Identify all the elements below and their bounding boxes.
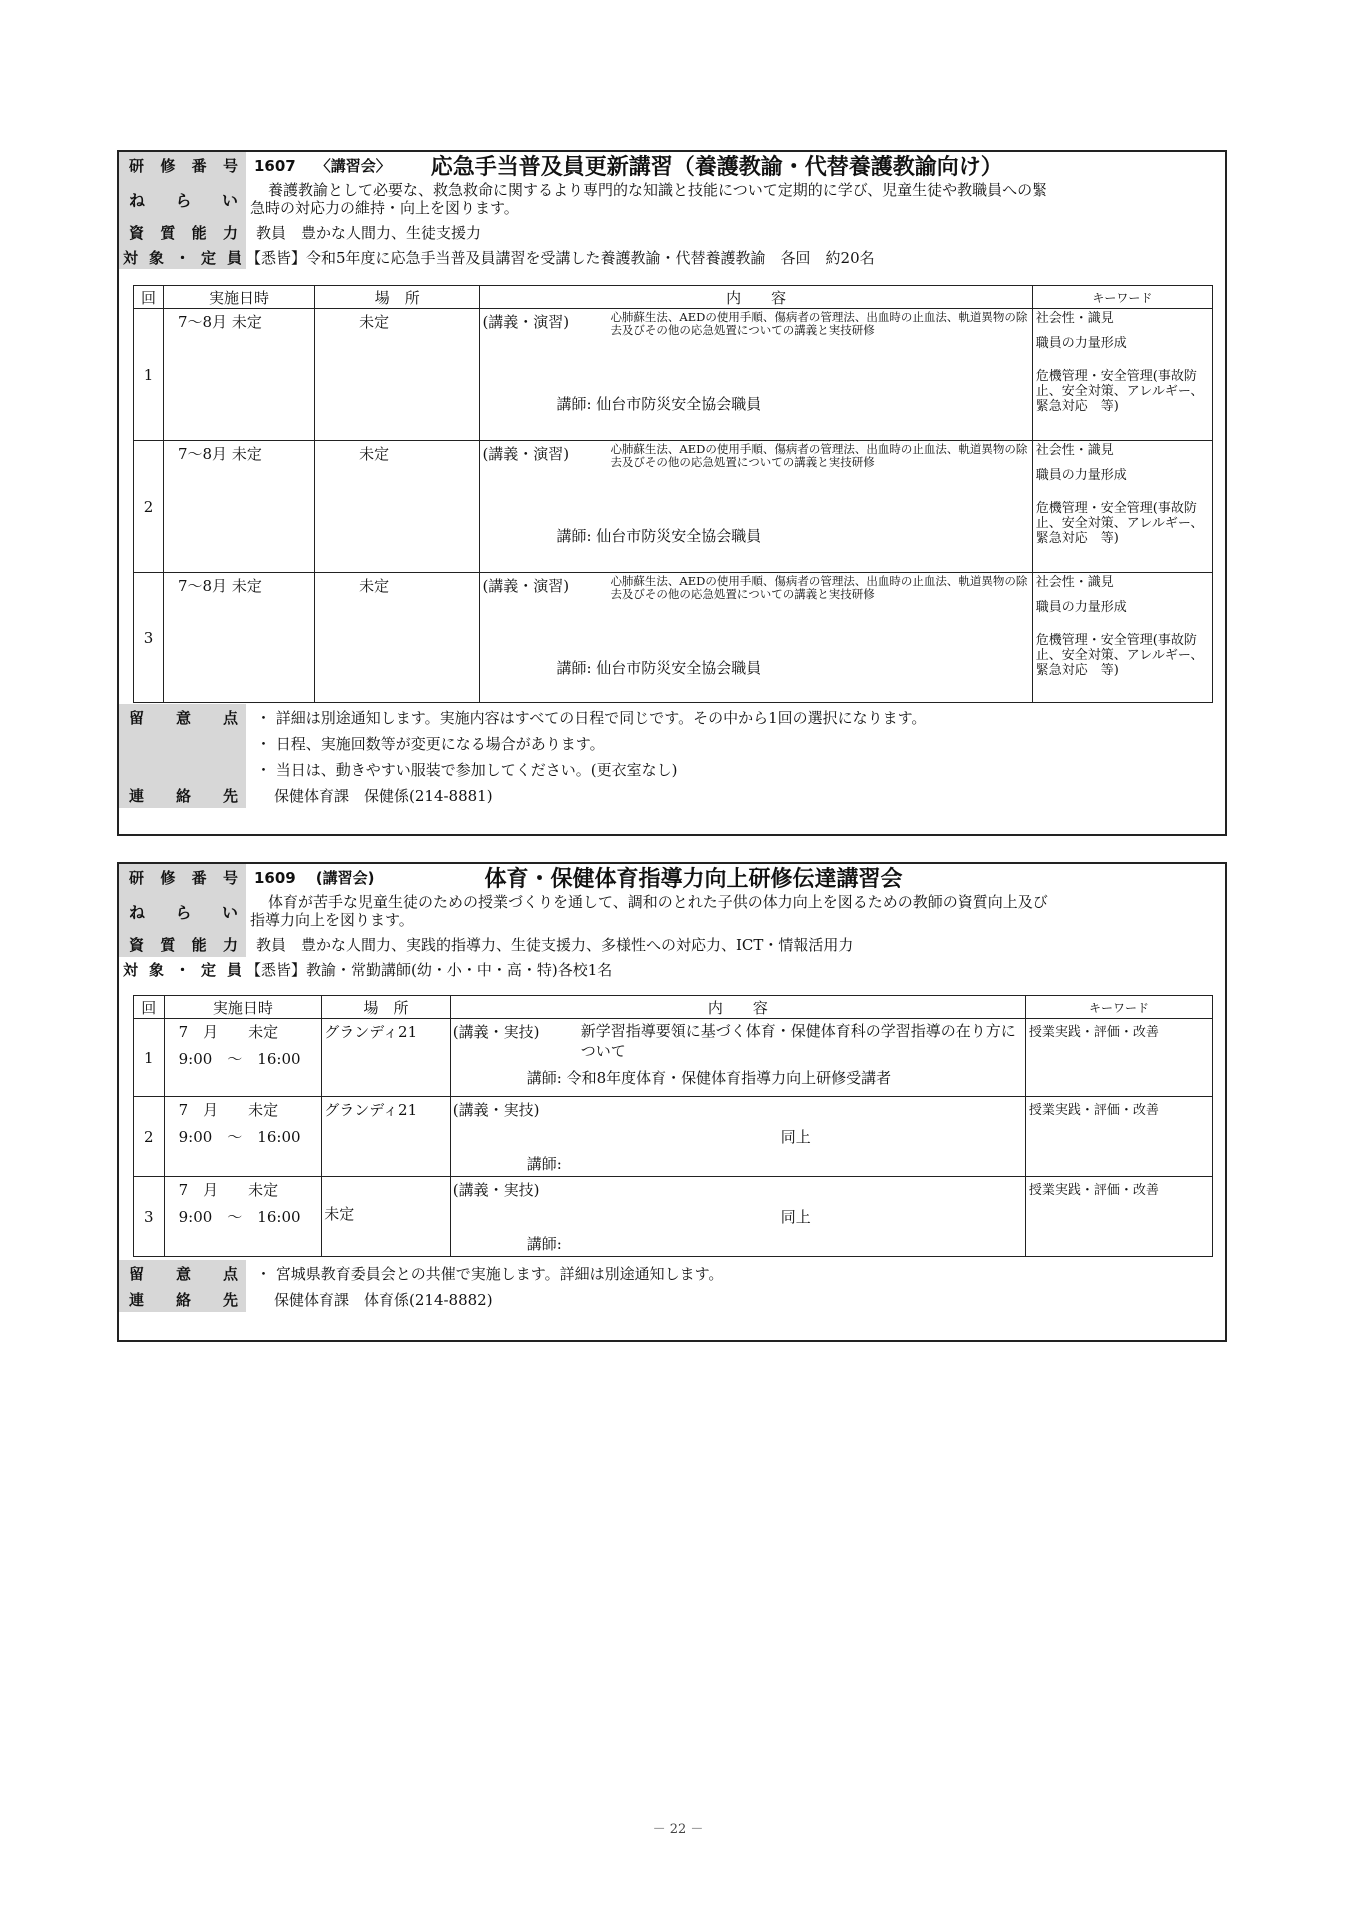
target-row [119, 957, 1225, 981]
table-row [134, 573, 1213, 703]
contact-label: 連 絡 先 [119, 782, 246, 808]
aim-row [119, 891, 1225, 931]
session-lecturer: 講師: [526, 1235, 562, 1253]
session-date: 7 月 未定 9:00 ～ 16:00 [164, 1019, 322, 1097]
course-title: 体育・保健体育指導力向上研修伝達講習会 [484, 867, 903, 892]
course-number: 1609 [254, 868, 296, 887]
session-content [450, 1097, 1025, 1177]
session-no: 1 [134, 309, 164, 441]
page-number: － 22 － [652, 1822, 704, 1837]
aim-label: ね ら い [119, 179, 246, 219]
table-header-row [134, 996, 1213, 1019]
session-no: 2 [134, 441, 164, 573]
aim-text: 体育が苦手な児童生徒のための授業づくりを通して、調和のとれた子供の体力向上を図るための教師の資質向上及び 指導力向上を図ります。 [250, 893, 1048, 929]
target-label: 対 象 ・ 定 員 [119, 245, 246, 269]
table-row [134, 309, 1213, 441]
session-keywords: 授業実践・評価・改善 [1025, 1019, 1212, 1097]
col-header-content: 内 容 [480, 286, 1032, 309]
session-date: 7～8月 未定 [163, 573, 314, 703]
col-header-place: 場 所 [315, 286, 480, 309]
notes-label-blank [119, 730, 246, 756]
col-header-date: 実施日時 [164, 996, 322, 1019]
session-no: 3 [134, 1177, 165, 1257]
session-description: 同上 [780, 1208, 811, 1226]
notes-row [119, 756, 1225, 782]
target-label: 対 象 ・ 定 員 [123, 960, 242, 979]
session-lecturer: 講師: 仙台市防災安全協会職員 [556, 659, 762, 677]
session-place: グランディ21 [322, 1097, 451, 1177]
session-description: 同上 [780, 1128, 811, 1146]
course-kind: (講習会) [315, 869, 375, 887]
schedule-table [133, 285, 1213, 703]
number-label: 研 修 番 号 [119, 152, 246, 179]
table-row [134, 1177, 1213, 1257]
ability-row [119, 219, 1225, 245]
session-method: (講義・実技) [452, 1181, 540, 1199]
note-item: ・ 詳細は別途通知します。実施内容はすべての日程で同じです。その中から1回の選択になります。 [256, 708, 927, 727]
table-row [134, 441, 1213, 573]
note-item: ・ 当日は、動きやすい服装で参加してください。(更衣室なし) [256, 760, 678, 779]
target-text: 【悉皆】教諭・常勤講師(幼・小・中・高・特)各校1名 [246, 960, 613, 979]
aim-label: ね ら い [119, 891, 246, 931]
ability-text: 教員 豊かな人間力、生徒支援力 [256, 223, 482, 242]
course-header [119, 864, 1225, 891]
course-header [119, 152, 1225, 179]
target-text: 【悉皆】令和5年度に応急手当普及員講習を受講した養護教諭・代替養護教諭 各回 約20名 [246, 248, 875, 267]
session-date: 7～8月 未定 [163, 309, 314, 441]
session-content [450, 1019, 1025, 1097]
notes-label-blank [119, 756, 246, 782]
col-header-content: 内 容 [450, 996, 1025, 1019]
notes-label: 留 意 点 [119, 1260, 246, 1286]
number-label: 研 修 番 号 [119, 864, 246, 891]
session-method: (講義・演習) [482, 313, 570, 331]
contact-label: 連 絡 先 [119, 1286, 246, 1312]
ability-label: 資 質 能 力 [119, 219, 246, 245]
notes-label: 留 意 点 [119, 704, 246, 730]
contact-row [119, 1286, 1225, 1312]
session-content [480, 441, 1032, 573]
ability-text: 教員 豊かな人間力、実践的指導力、生徒支援力、多様性への対応力、ICT・情報活用力 [256, 935, 854, 954]
session-no: 3 [134, 573, 164, 703]
session-description: 心肺蘇生法、AEDの使用手順、傷病者の管理法、出血時の止血法、軌道異物の除去及びその他の応急処置についての講義と実技研修 [610, 310, 1028, 337]
session-method: (講義・実技) [452, 1101, 540, 1119]
note-item: ・ 宮城県教育委員会との共催で実施します。詳細は別途通知します。 [256, 1264, 724, 1283]
col-header-place: 場 所 [322, 996, 451, 1019]
session-date: 7 月 未定 9:00 ～ 16:00 [164, 1177, 322, 1257]
session-keywords: 社会性・識見 職員の力量形成 危機管理・安全管理(事故防止、安全対策、アレルギー、緊急対応 等) [1032, 441, 1212, 573]
session-method: (講義・実技) [452, 1023, 540, 1041]
session-no: 1 [134, 1019, 165, 1097]
session-date: 7～8月 未定 [163, 441, 314, 573]
course-card-1607 [117, 150, 1227, 836]
col-header-keyword: キーワード [1032, 286, 1212, 309]
session-lecturer: 講師: 仙台市防災安全協会職員 [556, 395, 762, 413]
session-content [450, 1177, 1025, 1257]
session-method: (講義・演習) [482, 577, 570, 595]
session-keywords: 社会性・識見 職員の力量形成 危機管理・安全管理(事故防止、安全対策、アレルギー、緊急対応 等) [1032, 573, 1212, 703]
table-row [134, 1097, 1213, 1177]
session-description: 新学習指導要領に基づく体育・保健体育科の学習指導の在り方について [580, 1022, 1016, 1060]
notes-row [119, 704, 1225, 730]
notes-section [119, 1260, 1225, 1312]
col-header-no: 回 [134, 286, 164, 309]
session-place: グランディ21 [322, 1019, 451, 1097]
session-lecturer: 講師: 仙台市防災安全協会職員 [556, 527, 762, 545]
course-kind: 〈講習会〉 [315, 157, 391, 175]
ability-row [119, 931, 1225, 957]
session-place: 未定 [315, 309, 480, 441]
course-number: 1607 [254, 156, 296, 175]
session-place: 未定 [315, 573, 480, 703]
session-description: 心肺蘇生法、AEDの使用手順、傷病者の管理法、出血時の止血法、軌道異物の除去及びその他の応急処置についての講義と実技研修 [610, 442, 1028, 469]
session-method: (講義・演習) [482, 445, 570, 463]
notes-row [119, 1260, 1225, 1286]
session-lecturer: 講師: [526, 1155, 562, 1173]
col-header-no: 回 [134, 996, 165, 1019]
contact-row [119, 782, 1225, 808]
ability-label: 資 質 能 力 [119, 931, 246, 957]
aim-row [119, 179, 1225, 219]
aim-text: 養護教諭として必要な、救急救命に関するより専門的な知識と技能について定期的に学び、児童生徒や教職員への緊 急時の対応力の維持・向上を図ります。 [250, 181, 1048, 217]
session-description: 心肺蘇生法、AEDの使用手順、傷病者の管理法、出血時の止血法、軌道異物の除去及びその他の応急処置についての講義と実技研修 [610, 574, 1028, 601]
session-place: 未定 [315, 441, 480, 573]
table-header-row [134, 286, 1213, 309]
notes-section [119, 704, 1225, 808]
note-item: ・ 日程、実施回数等が変更になる場合があります。 [256, 734, 605, 753]
contact-text: 保健体育課 保健係(214-8881) [274, 786, 493, 805]
session-place: 未定 [322, 1177, 451, 1257]
session-keywords: 授業実践・評価・改善 [1025, 1097, 1212, 1177]
contact-text: 保健体育課 体育係(214-8882) [274, 1290, 493, 1309]
session-date: 7 月 未定 9:00 ～ 16:00 [164, 1097, 322, 1177]
session-content [480, 309, 1032, 441]
session-no: 2 [134, 1097, 165, 1177]
table-row [134, 1019, 1213, 1097]
target-row [119, 245, 1225, 269]
session-keywords: 授業実践・評価・改善 [1025, 1177, 1212, 1257]
schedule-table [133, 995, 1213, 1257]
session-keywords: 社会性・識見 職員の力量形成 危機管理・安全管理(事故防止、安全対策、アレルギー、緊急対応 等) [1032, 309, 1212, 441]
course-card-1609 [117, 862, 1227, 1342]
session-content [480, 573, 1032, 703]
session-lecturer: 講師: 令和8年度体育・保健体育指導力向上研修受講者 [526, 1069, 892, 1087]
notes-row [119, 730, 1225, 756]
col-header-keyword: キーワード [1025, 996, 1212, 1019]
col-header-date: 実施日時 [163, 286, 314, 309]
course-title: 応急手当普及員更新講習（養護教諭・代替養護教諭向け） [430, 155, 1003, 180]
